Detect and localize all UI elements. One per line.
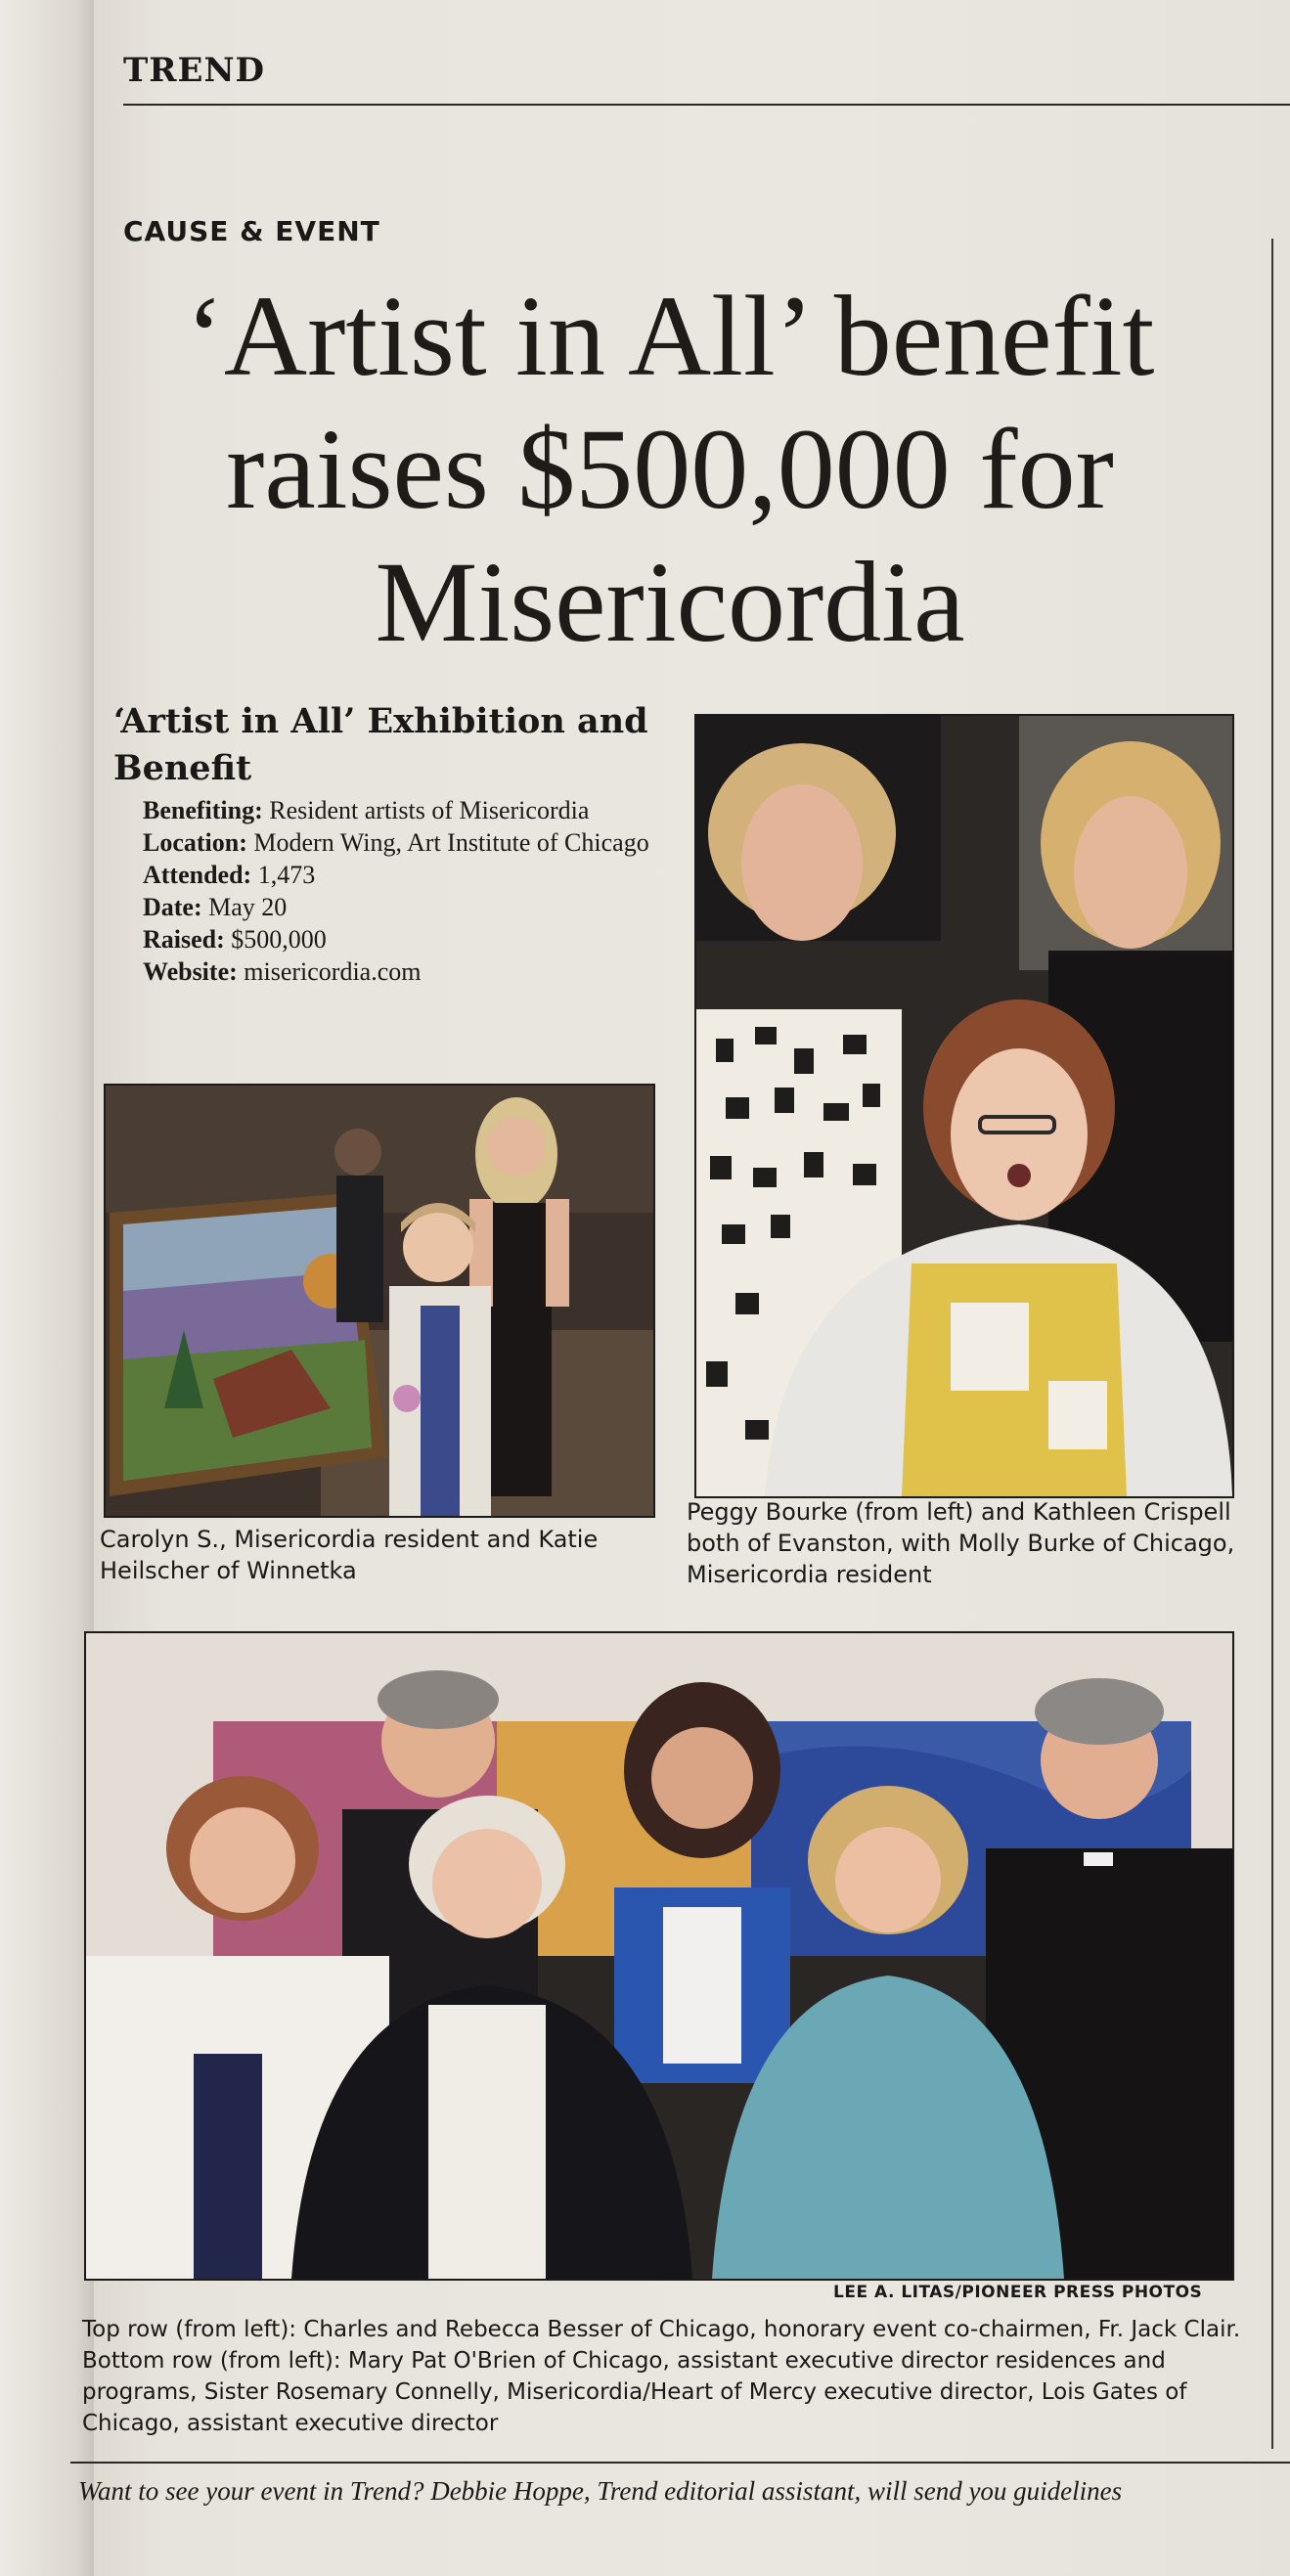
- fact-raised: Raised: $500,000: [143, 925, 327, 954]
- event-facts: [113, 794, 671, 988]
- fact-website: Website: misericordia.com: [143, 957, 422, 986]
- caption-left-photo: Carolyn S., Misericordia resident and Katie Heilscher of Winnetka: [100, 1526, 599, 1584]
- column-divider: [1271, 239, 1273, 2449]
- photo-illustration: [696, 716, 1232, 1496]
- page-gutter: [0, 0, 94, 2576]
- kicker: CAUSE & EVENT: [123, 215, 380, 247]
- top-divider: [123, 104, 1290, 106]
- photo-group: [84, 1631, 1234, 2281]
- bottom-divider: [70, 2462, 1290, 2464]
- section-label: TREND: [123, 51, 266, 90]
- fact-attended: Attended: 1,473: [143, 861, 316, 889]
- fact-benefiting: Benefiting: Resident artists of Misericordia: [143, 796, 590, 824]
- photo-three-women: [694, 714, 1234, 1498]
- headline: ‘Artist in All’ benefit raises $500,000 for Misericordia: [185, 272, 1155, 666]
- footer-note: Want to see your event in Trend? Debbie Hoppe, Trend editorial assistant, will send you guidelines: [78, 2476, 1123, 2506]
- fact-location: Location: Modern Wing, Art Institute of Chicago: [143, 828, 649, 857]
- photo-resident-with-painting: [104, 1084, 655, 1518]
- event-name: ‘Artist in All’ Exhibition and Benefit: [113, 701, 648, 788]
- caption-group-photo: Top row (from left): Charles and Rebecca Besser of Chicago, honorary event co-chairmen, Fr. Jack Clair. Bottom row (from left): Mary Pat O'Brien of Chicago, assistant executive director residences and programs, Sister Rosemary Connelly, Misericordia/Heart of Mercy executive director, Lois Gates of Chicago, assistant executive director: [82, 2317, 1241, 2436]
- photo-credit: LEE A. LITAS/PIONEER PRESS PHOTOS: [833, 2283, 1203, 2302]
- caption-right-photo: Peggy Bourke (from left) and Kathleen Crispell both of Evanston, with Molly Burke of Chicago, Misericordia resident: [687, 1498, 1235, 1588]
- fact-date: Date: May 20: [143, 893, 288, 921]
- photo-illustration: [86, 1633, 1232, 2279]
- photo-illustration: [106, 1086, 653, 1516]
